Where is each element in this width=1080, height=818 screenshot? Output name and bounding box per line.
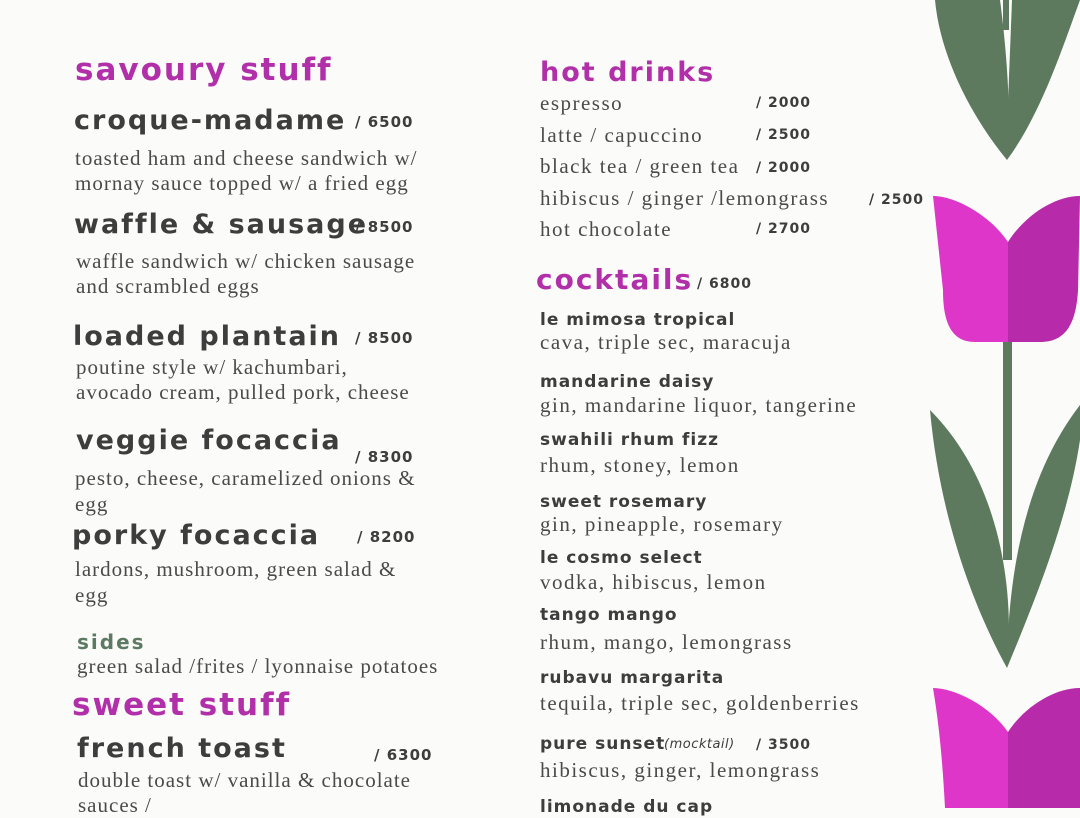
cocktail-name: swahili rhum fizz (540, 430, 720, 450)
cocktail-ingredients: gin, mandarine liquor, tangerine (540, 393, 858, 417)
sides-title: sides (77, 630, 146, 654)
section-title-sweet: sweet stuff (72, 687, 292, 723)
cocktail-ingredients: rhum, stoney, lemon (540, 453, 740, 477)
mocktail-note: (mocktail) (664, 737, 735, 752)
cocktails-price: / 6800 (697, 276, 752, 292)
cocktail-name: le mimosa tropical (540, 310, 736, 330)
drink-price: / 2500 (756, 127, 811, 143)
dish-name: veggie focaccia (76, 425, 342, 456)
section-title-savoury: savoury stuff (75, 52, 333, 88)
dish-description: egg (75, 492, 109, 516)
cocktail-name: pure sunset (540, 734, 666, 754)
leaf-mid-right (1007, 405, 1080, 668)
drink-name: espresso (540, 91, 624, 115)
dish-description: mornay sauce topped w/ a fried egg (75, 171, 409, 195)
drink-price: / 2000 (756, 95, 811, 111)
dish-description: waffle sandwich w/ chicken sausage (76, 249, 416, 273)
mocktail-price: / 3500 (756, 737, 811, 753)
dish-description: toasted ham and cheese sandwich w/ (75, 146, 418, 170)
dish-price: / 8500 (355, 329, 414, 347)
sides-list: green salad /frites / lyonnaise potatoes (77, 654, 439, 678)
stem-middle (1003, 330, 1012, 560)
cocktail-ingredients: vodka, hibiscus, lemon (540, 570, 767, 594)
leaf-top-left (935, 0, 1009, 160)
dish-name: french toast (77, 733, 287, 764)
drink-name: latte / capuccino (540, 123, 704, 147)
cocktail-ingredients: tequila, triple sec, goldenberries (540, 691, 860, 715)
dish-description: lardons, mushroom, green salad & (75, 557, 397, 581)
petal-bottom-left (933, 688, 1008, 808)
drink-price: / 2000 (756, 160, 811, 176)
petal-bottom-right (1008, 688, 1080, 808)
cocktail-ingredients: gin, pineapple, rosemary (540, 512, 784, 536)
dish-name: loaded plantain (73, 321, 342, 352)
leaf-top-right (1007, 0, 1080, 160)
drink-name: hibiscus / ginger /lemongrass (540, 186, 830, 210)
cocktail-name: rubavu margarita (540, 668, 725, 688)
dish-price: / 6500 (355, 113, 414, 131)
cocktail-name: sweet rosemary (540, 492, 708, 512)
petal-middle-right (1008, 196, 1080, 342)
cocktail-ingredients: cava, triple sec, maracuja (540, 330, 792, 354)
cocktail-name: limonade du cap (540, 797, 714, 817)
cocktail-name: tango mango (540, 605, 678, 625)
stem-top (1003, 0, 1009, 30)
dish-name: porky focaccia (72, 520, 321, 551)
dish-description: sauces / (78, 793, 152, 817)
dish-price: / 8500 (355, 218, 414, 236)
cocktail-name: le cosmo select (540, 548, 703, 568)
cocktail-ingredients: hibiscus, ginger, lemongrass (540, 758, 821, 782)
dish-description: egg (75, 583, 109, 607)
dish-name: waffle & sausage (74, 209, 369, 240)
section-title-hot-drinks: hot drinks (540, 57, 716, 88)
dish-description: pesto, cheese, caramelized onions & (75, 466, 416, 490)
section-title-cocktails: cocktails (536, 263, 694, 296)
cocktail-name: mandarine daisy (540, 372, 715, 392)
dish-description: avocado cream, pulled pork, cheese (76, 380, 410, 404)
drink-name: black tea / green tea (540, 154, 740, 178)
drink-price: / 2500 (869, 192, 924, 208)
dish-price: / 6300 (374, 746, 433, 764)
cocktail-ingredients: rhum, mango, lemongrass (540, 630, 793, 654)
petal-middle-left (933, 196, 1008, 342)
dish-name: croque-madame (74, 105, 347, 136)
dish-price: / 8300 (355, 448, 414, 466)
dish-description: and scrambled eggs (76, 274, 260, 298)
dish-description: double toast w/ vanilla & chocolate (78, 768, 411, 792)
dish-price: / 8200 (357, 528, 416, 546)
leaf-mid-left (930, 410, 1009, 668)
drink-price: / 2700 (756, 221, 811, 237)
drink-name: hot chocolate (540, 217, 673, 241)
dish-description: poutine style w/ kachumbari, (76, 355, 348, 379)
